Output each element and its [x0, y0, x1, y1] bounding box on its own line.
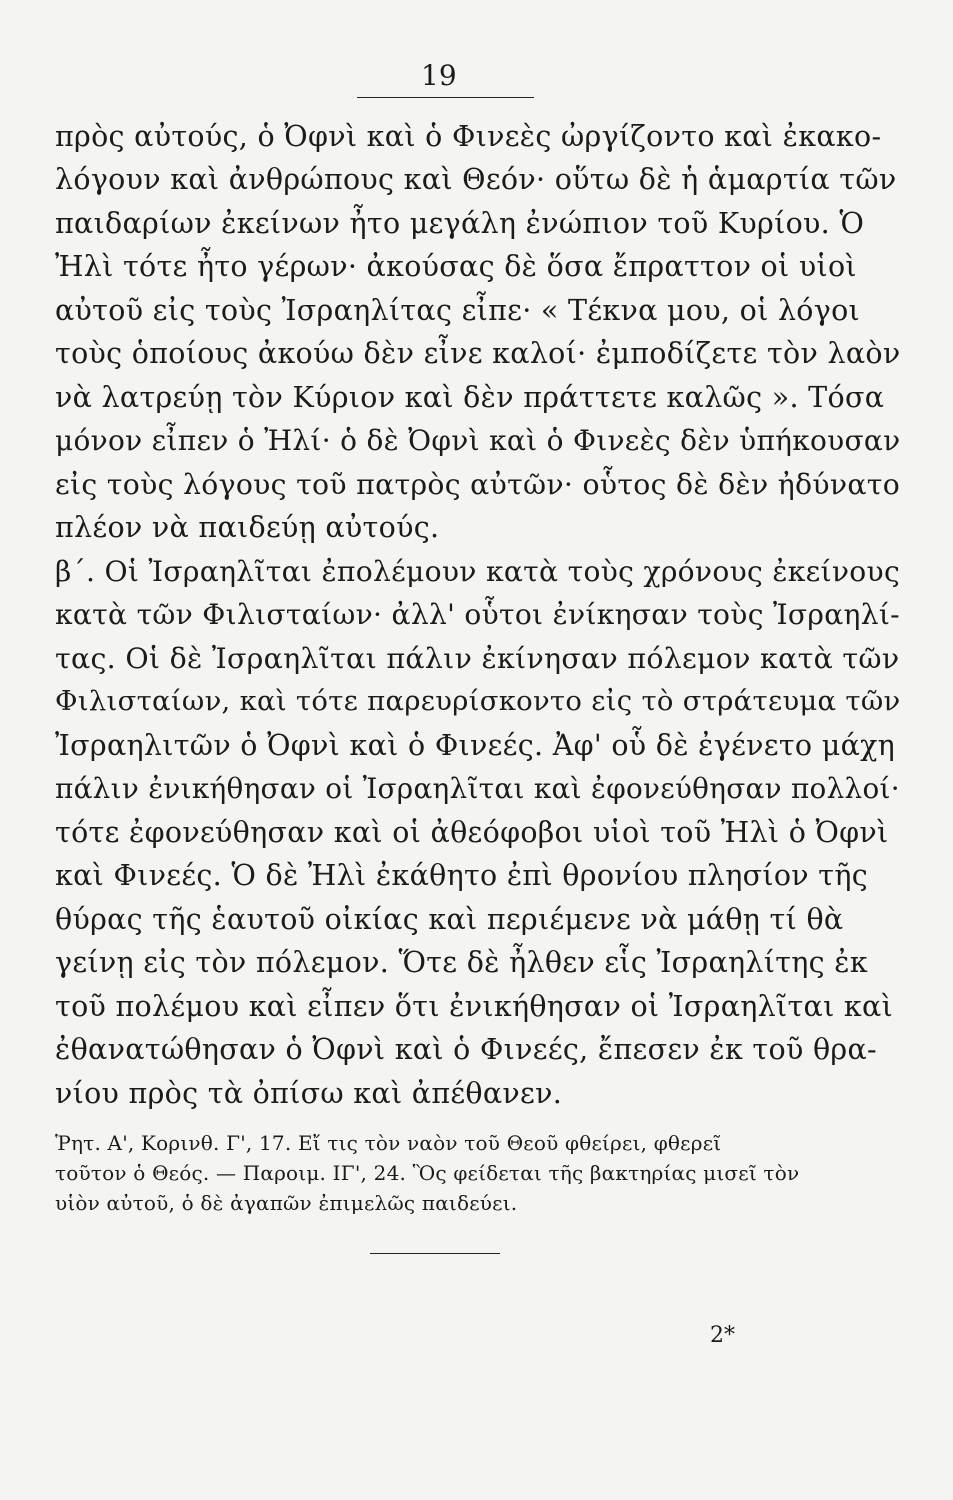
text-line: γείνῃ εἰς τὸν πόλεμον. Ὅτε δὲ ἦλθεν εἷς Ἰσραηλίτης ἐκ [55, 946, 869, 979]
text-line: κατὰ τῶν Φιλισταίων· ἀλλ' οὗτοι ἐνίκησαν τοὺς Ἰσραηλί- [55, 598, 900, 631]
text-line: νίου πρὸς τὰ ὀπίσω καὶ ἀπέθανεν. [55, 1077, 563, 1110]
text-line: αὐτοῦ εἰς τοὺς Ἰσραηλίτας εἶπε· « Τέκνα μου, οἱ λόγοι [55, 294, 861, 327]
text-line: νὰ λατρεύῃ τὸν Κύριον καὶ δὲν πράττετε καλῶς ». Τόσα [55, 381, 885, 414]
text-line: λόγουν καὶ ἀνθρώπους καὶ Θεόν· οὕτω δὲ ἡ ἁμαρτία τῶν [55, 163, 897, 196]
text-line: πρὸς αὐτούς, ὁ Ὀφνὶ καὶ ὁ Φινεὲς ὠργίζοντο καὶ ἐκακο- [55, 120, 882, 153]
text-line: θύρας τῆς ἑαυτοῦ οἰκίας καὶ περιέμενε νὰ μάθῃ τί θὰ [55, 903, 844, 936]
text-line: β΄. Οἱ Ἰσραηλῖται ἐπολέμουν κατὰ τοὺς χρόνους ἐκείνους [55, 555, 901, 588]
text-line: τας. Οἱ δὲ Ἰσραηλῖται πάλιν ἐκίνησαν πόλεμον κατὰ τῶν [55, 642, 900, 675]
text-line: ἐθανατώθησαν ὁ Ὀφνὶ καὶ ὁ Φινεές, ἔπεσεν ἐκ τοῦ θρα- [55, 1033, 877, 1066]
text-line: καὶ Φινεές. Ὁ δὲ Ἠλὶ ἐκάθητο ἐπὶ θρονίου πλησίον τῆς [55, 859, 868, 892]
text-line: Ἠλὶ τότε ἦτο γέρων· ἀκούσας δὲ ὅσα ἔπραττον οἱ υἱοὶ [55, 250, 857, 283]
signature-mark: 2* [710, 1323, 735, 1348]
page-number: 19 [421, 59, 457, 92]
footnote-line: Ῥητ. Α', Κορινθ. Γ', 17. Εἴ τις τὸν ναὸν τοῦ Θεοῦ φθείρει, φθερεῖ [55, 1131, 722, 1155]
text-line: παιδαρίων ἐκείνων ἦτο μεγάλη ἐνώπιον τοῦ Κυρίου. Ὁ [55, 207, 865, 240]
footnote-line: τοῦτον ὁ Θεός. — Παροιμ. ΙΓ', 24. Ὃς φείδεται τῆς βακτηρίας μισεῖ τὸν [55, 1161, 800, 1185]
text-line: τοῦ πολέμου καὶ εἶπεν ὅτι ἐνικήθησαν οἱ Ἰσραηλῖται καὶ [55, 990, 894, 1023]
footer-rule [370, 1253, 500, 1254]
text-line: τότε ἐφονεύθησαν καὶ οἱ ἀθεόφοβοι υἱοὶ τοῦ Ἠλὶ ὁ Ὀφνὶ [55, 816, 889, 849]
text-line: πλέον νὰ παιδεύῃ αὐτούς. [55, 511, 440, 544]
text-line: τοὺς ὁποίους ἀκούω δὲν εἶνε καλοί· ἐμποδίζετε τὸν λαὸν [55, 337, 901, 370]
text-line: πάλιν ἐνικήθησαν οἱ Ἰσραηλῖται καὶ ἐφονεύθησαν πολλοί· [55, 772, 900, 805]
text-line: εἰς τοὺς λόγους τοῦ πατρὸς αὐτῶν· οὗτος δὲ δὲν ἠδύνατο [55, 468, 901, 501]
text-line: μόνον εἶπεν ὁ Ἠλί· ὁ δὲ Ὀφνὶ καὶ ὁ Φινεὲς δὲν ὑπήκουσαν [55, 424, 901, 457]
header-rule [357, 97, 534, 98]
footnote-line: υἱὸν αὐτοῦ, ὁ δὲ ἀγαπῶν ἐπιμελῶς παιδεύει. [55, 1191, 518, 1215]
text-line: Φιλισταίων, καὶ τότε παρευρίσκοντο εἰς τὸ στράτευμα τῶν [55, 686, 901, 717]
text-line: Ἰσραηλιτῶν ὁ Ὀφνὶ καὶ ὁ Φινεές. Ἀφ' οὗ δὲ ἐγένετο μάχη [55, 729, 896, 762]
